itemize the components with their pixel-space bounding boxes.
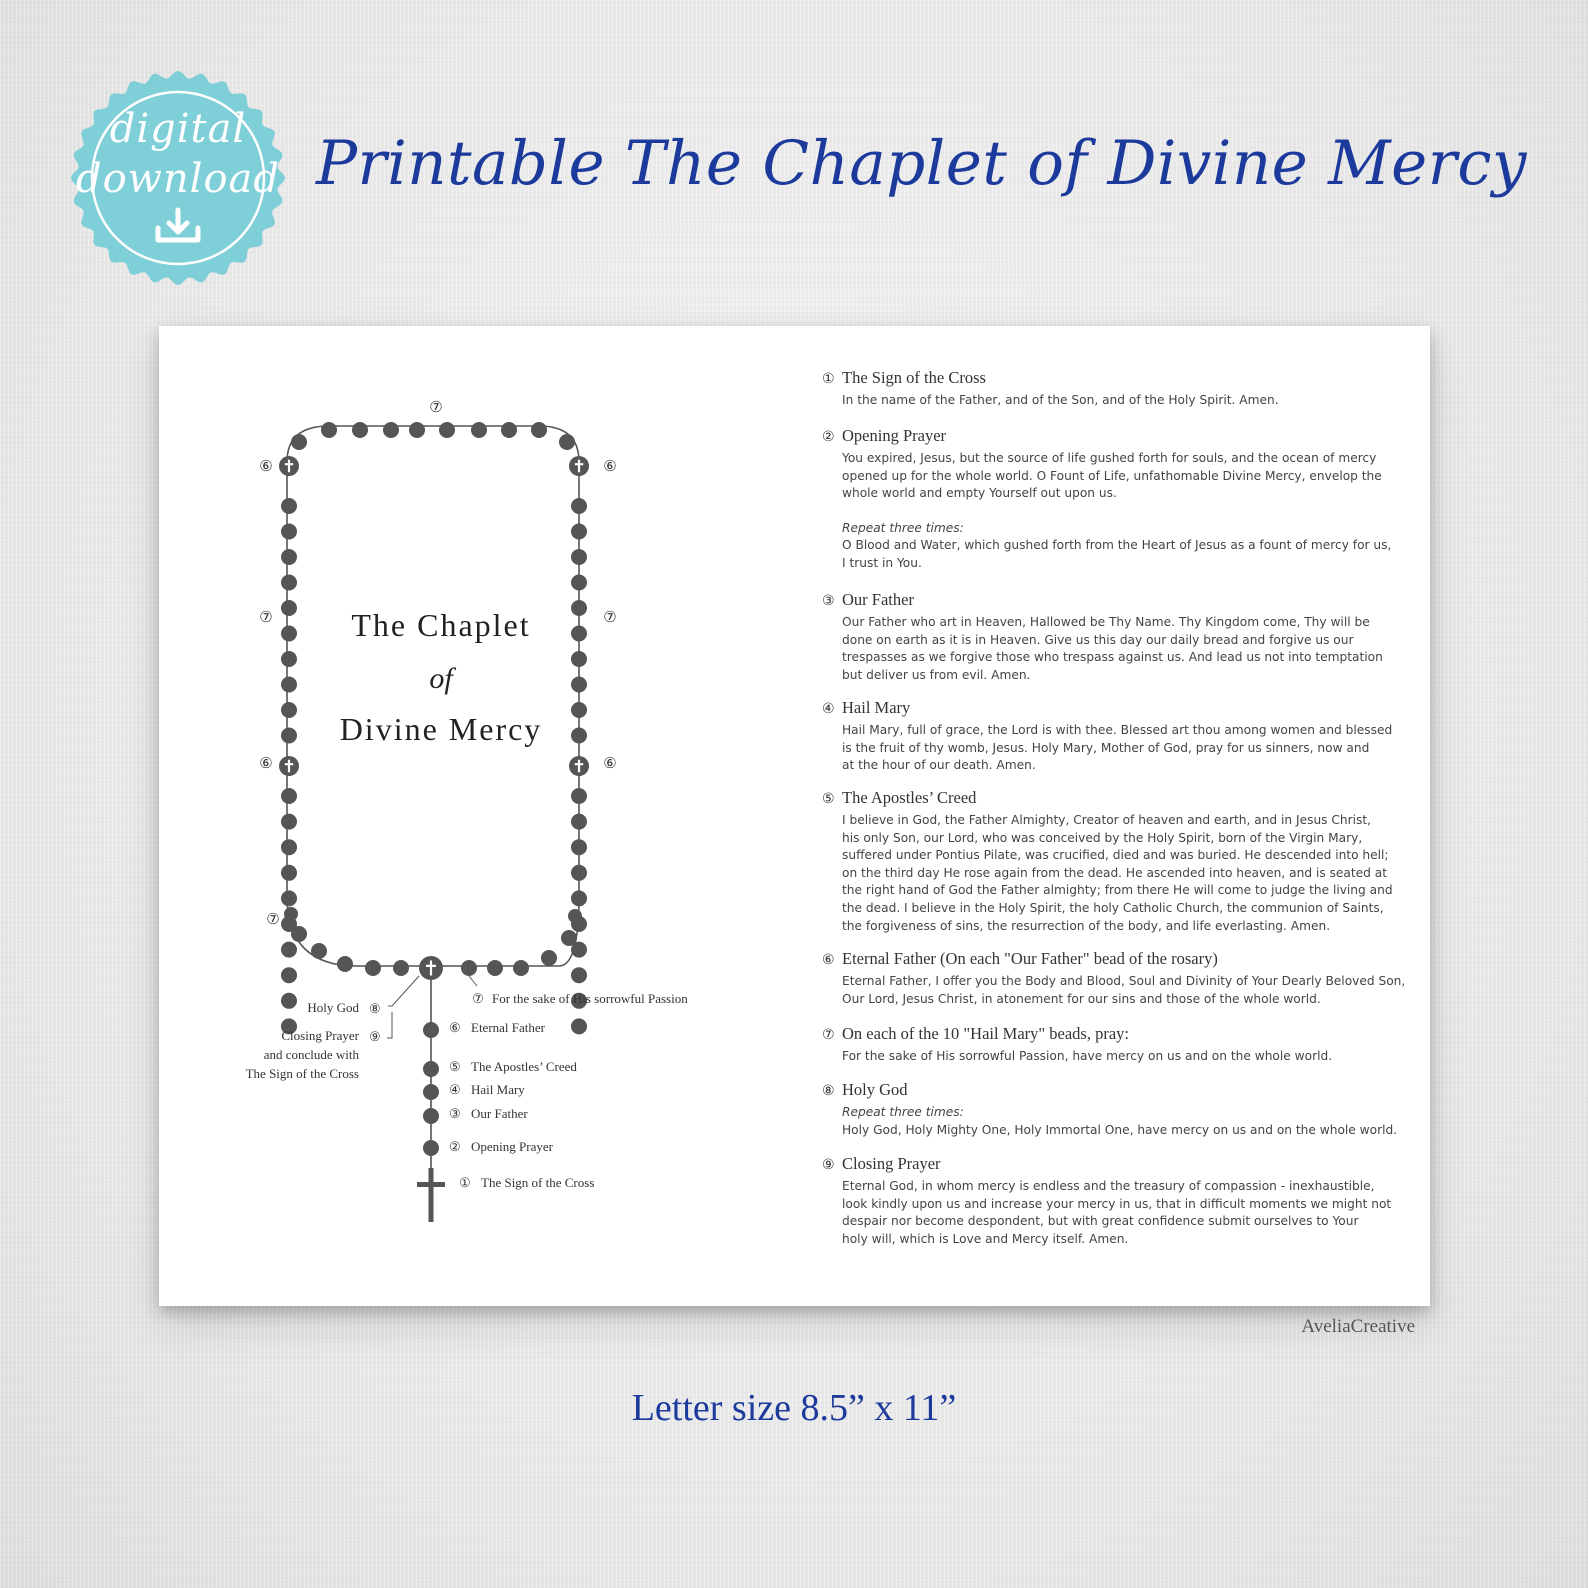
bead [383, 422, 399, 438]
prayer-title-text: Opening Prayer [842, 426, 947, 445]
chain-loop [287, 426, 579, 966]
repeat-label: Repeat three times: [842, 1105, 964, 1119]
prayer-6 [822, 949, 1412, 1008]
bead [291, 926, 307, 942]
prayer-title-text: On each of the 10 "Hail Mary" beads, pray: [842, 1024, 1130, 1043]
bead [281, 651, 297, 667]
prayer-line: at the hour of our death. Amen. [842, 758, 1036, 773]
printable-sheet [159, 326, 1430, 1306]
prayer-line: his only Son, our Lord, who was conceived by the Holy Spirit, born of the Virgin Mary, [842, 830, 1363, 845]
prayer-text [842, 1104, 1412, 1139]
prayer-title [822, 949, 1412, 970]
bead [281, 814, 297, 830]
prayer-number: ⑤ [822, 791, 835, 807]
bead [571, 498, 587, 514]
bead [571, 788, 587, 804]
label-bottom-left: ⑦ [266, 912, 280, 928]
rosary-beads [279, 422, 589, 1222]
bead [281, 993, 297, 1009]
prayer-text [842, 1178, 1412, 1248]
prayer-8 [822, 1080, 1412, 1139]
prayer-line: holy will, which is Love and Mercy itself. Amen. [842, 1231, 1129, 1246]
bead [281, 728, 297, 744]
bead [281, 626, 297, 642]
prayer-number: ① [822, 371, 835, 387]
badge-line2: download [75, 156, 280, 202]
stem-label-num-1: ⑥ [449, 1020, 461, 1035]
bead [281, 839, 297, 855]
crucifix-icon [417, 1168, 445, 1222]
page-title: Printable The Chaplet of Divine Mercy [316, 128, 1527, 199]
stem-label-text-0: For the sake of His sorrowful Passion [492, 991, 688, 1006]
stem-bead [423, 1084, 439, 1100]
prayer-text [842, 614, 1412, 684]
badge-line1: digital [109, 106, 247, 152]
bead [487, 960, 503, 976]
bead [571, 524, 587, 540]
prayer-title-text: Eternal Father (On each "Our Father" bead of the rosary) [842, 949, 1218, 968]
diagram-title-line2: of [429, 662, 453, 695]
prayer-number: ⑥ [822, 952, 835, 968]
bead [281, 524, 297, 540]
stem-label-num-6: ① [459, 1175, 471, 1190]
bead [571, 575, 587, 591]
stem-bead [423, 1140, 439, 1156]
prayer-line: In the name of the Father, and of the Son, and of the Holy Spirit. Amen. [842, 393, 1279, 407]
prayer-title [822, 368, 1412, 389]
bead [291, 434, 307, 450]
prayer-line: For the sake of His sorrowful Passion, have mercy on us and on the whole world. [842, 1049, 1333, 1063]
bead [311, 943, 327, 959]
bead [281, 865, 297, 881]
size-caption: Letter size 8.5” x 11” [631, 1387, 957, 1429]
prayer-line: Hail Mary, full of grace, the Lord is with thee. Blessed art thou among women and blessed [842, 723, 1393, 737]
prayer-4 [822, 698, 1412, 775]
stem-bead [423, 1022, 439, 1038]
prayer-number: ⑨ [822, 1157, 835, 1173]
bead [571, 1018, 587, 1034]
bead [281, 890, 297, 906]
prayer-line: look kindly upon us and increase your mercy in us, that in difficult moments we might not [842, 1196, 1392, 1211]
diagram-title-line1: The Chaplet [351, 607, 531, 643]
bead [571, 702, 587, 718]
prayer-2 [822, 426, 1412, 573]
prayer-line: on the third day He rose again from the dead. He ascended into heaven, and is seated at [842, 865, 1388, 880]
closing-label-line2: and conclude with [263, 1047, 359, 1062]
bead [571, 626, 587, 642]
prayer-line: Eternal God, in whom mercy is endless and the treasury of compassion - inexhaustible, [842, 1179, 1375, 1193]
bead [439, 422, 455, 438]
prayer-line: You expired, Jesus, but the source of life gushed forth for souls, and the ocean of mercy [842, 451, 1377, 465]
prayer-line: but deliver us from evil. Amen. [842, 667, 1031, 682]
prayer-text [842, 812, 1412, 935]
bead [284, 907, 298, 921]
prayer-text [842, 973, 1412, 1008]
prayer-title-text: Closing Prayer [842, 1154, 941, 1173]
stem-label-num-2: ⑤ [449, 1059, 461, 1074]
stem-label-text-3: Hail Mary [471, 1082, 525, 1097]
label-mid-left: ⑦ [259, 610, 273, 626]
bead [281, 702, 297, 718]
prayer-title-text: Our Father [842, 590, 914, 609]
bead [281, 967, 297, 983]
bead [281, 677, 297, 693]
prayer-line: done on earth as it is in Heaven. Give us this day our daily bread and forgive us our [842, 632, 1354, 647]
prayer-title [822, 1024, 1412, 1045]
closing-num: ⑨ [369, 1029, 381, 1044]
bead [365, 960, 381, 976]
bead [571, 600, 587, 616]
prayer-line: Our Father who art in Heaven, Hallowed be Thy Name. Thy Kingdom come, Thy will be [842, 615, 1370, 629]
bead [513, 960, 529, 976]
stem-label-text-1: Eternal Father [471, 1020, 545, 1035]
prayer-line: suffered under Pontius Pilate, was crucified, died and was buried. He descended into hell; [842, 848, 1389, 863]
prayer-9 [822, 1154, 1412, 1248]
prayer-title [822, 1154, 1412, 1175]
stem-label-num-5: ② [449, 1139, 461, 1154]
bead [571, 967, 587, 983]
prayer-line: Our Lord, Jesus Christ, in atonement for our sins and those of the whole world. [842, 991, 1321, 1006]
prayer-title [822, 590, 1412, 611]
label-lower-right: ⑥ [603, 756, 617, 772]
prayer-line: opened up for the whole world. O Fount of Life, unfathomable Divine Mercy, envelop the [842, 468, 1382, 483]
prayer-text [842, 722, 1412, 775]
prayer-line: trespasses as we forgive those who trespass against us. And lead us not into temptation [842, 650, 1383, 665]
bead [281, 788, 297, 804]
prayer-1 [822, 368, 1412, 410]
prayer-line: the dead. I believe in the Holy Spirit, the holy Catholic Church, the communion of Saints, [842, 900, 1384, 915]
bead [531, 422, 547, 438]
prayer-3 [822, 590, 1412, 684]
bead [409, 422, 425, 438]
watermark: AveliaCreative [1301, 1316, 1415, 1337]
bead [393, 960, 409, 976]
prayer-line: I trust in You. [842, 555, 922, 570]
prayer-line: Eternal Father, I offer you the Body and Blood, Soul and Divinity of Your Dearly Beloved Son, [842, 974, 1406, 988]
left-labels [246, 976, 419, 1081]
stem-label-text-6: The Sign of the Cross [481, 1175, 595, 1190]
spacer [842, 503, 1412, 520]
bead [571, 814, 587, 830]
prayer-text [842, 1048, 1412, 1066]
cross-bead [419, 956, 443, 980]
stem-bead [423, 1108, 439, 1124]
prayer-text [842, 450, 1412, 573]
prayer-title [822, 698, 1412, 719]
prayer-number: ② [822, 429, 835, 445]
holy-god-label: Holy God [307, 1000, 359, 1015]
prayer-title [822, 1080, 1412, 1101]
label-lower-left: ⑥ [259, 756, 273, 772]
holy-god-num: ⑧ [369, 1001, 381, 1016]
bead [281, 575, 297, 591]
prayer-line: despair nor become despondent, but with great confidence submit ourselves to Your [842, 1214, 1359, 1229]
prayer-number: ⑧ [822, 1083, 835, 1099]
bead [541, 950, 557, 966]
stem-label-text-2: The Apostles’ Creed [471, 1059, 577, 1074]
bead [571, 890, 587, 906]
prayer-number: ③ [822, 593, 835, 609]
bead [281, 942, 297, 958]
stem-label-text-5: Opening Prayer [471, 1139, 553, 1154]
prayer-line: whole world and empty Yourself out upon us. [842, 486, 1117, 501]
rosary-diagram [159, 326, 799, 1306]
repeat-label: Repeat three times: [842, 520, 964, 535]
label-mid-right: ⑦ [603, 610, 617, 626]
cross-bead [569, 756, 589, 776]
bead [571, 651, 587, 667]
bead [568, 909, 582, 923]
stem-label-num-4: ③ [449, 1106, 461, 1121]
prayer-7 [822, 1024, 1412, 1066]
bead [571, 839, 587, 855]
bead [321, 422, 337, 438]
diagram-title-line3: Divine Mercy [339, 711, 543, 747]
stem-label-text-4: Our Father [471, 1106, 528, 1121]
cross-bead [279, 756, 299, 776]
prayer-line: the forgiveness of sins, the resurrection of the body, and life everlasting. Amen. [842, 918, 1331, 933]
bead [571, 865, 587, 881]
prayer-number: ⑦ [822, 1027, 835, 1043]
prayer-line: the right hand of God the Father almighty; from there He will come to judge the living and [842, 883, 1393, 898]
bead [571, 677, 587, 693]
prayer-title [822, 426, 1412, 447]
prayer-line: Holy God, Holy Mighty One, Holy Immortal One, have mercy on us and on the whole world. [842, 1122, 1398, 1137]
label-top: ⑦ [429, 400, 443, 416]
bead [571, 728, 587, 744]
prayer-line: is the fruit of thy womb, Jesus. Holy Mary, Mother of God, pray for us sinners, now and [842, 740, 1370, 755]
bead [501, 422, 517, 438]
bead [281, 549, 297, 565]
closing-label-line1: Closing Prayer [281, 1028, 359, 1043]
label-upper-left: ⑥ [259, 459, 273, 475]
prayer-title-text: Holy God [842, 1080, 908, 1099]
bead [471, 422, 487, 438]
prayer-title-text: The Sign of the Cross [842, 368, 986, 387]
bead [281, 600, 297, 616]
cross-bead [279, 456, 299, 476]
prayer-number: ④ [822, 701, 835, 717]
bead [461, 960, 477, 976]
stem-label-num-3: ④ [449, 1082, 461, 1097]
prayer-title [822, 788, 1412, 809]
bead [559, 434, 575, 450]
prayer-line: O Blood and Water, which gushed forth from the Heart of Jesus as a fount of mercy for us, [842, 538, 1392, 553]
bead [337, 956, 353, 972]
bead [281, 498, 297, 514]
cross-bead [569, 456, 589, 476]
bead [352, 422, 368, 438]
prayer-title-text: Hail Mary [842, 698, 911, 717]
prayer-text [842, 392, 1412, 410]
stem-bead [423, 1061, 439, 1077]
stem-labels [449, 976, 688, 1190]
bead [561, 930, 577, 946]
closing-label-line3: The Sign of the Cross [245, 1066, 359, 1081]
prayer-line: I believe in God, the Father Almighty, Creator of heaven and earth, and in Jesus Christ, [842, 813, 1372, 827]
label-upper-right: ⑥ [603, 459, 617, 475]
stem-label-num-0: ⑦ [472, 991, 484, 1006]
bead [571, 549, 587, 565]
digital-download-badge [70, 70, 286, 286]
prayer-title-text: The Apostles’ Creed [842, 788, 977, 807]
prayer-5 [822, 788, 1412, 935]
